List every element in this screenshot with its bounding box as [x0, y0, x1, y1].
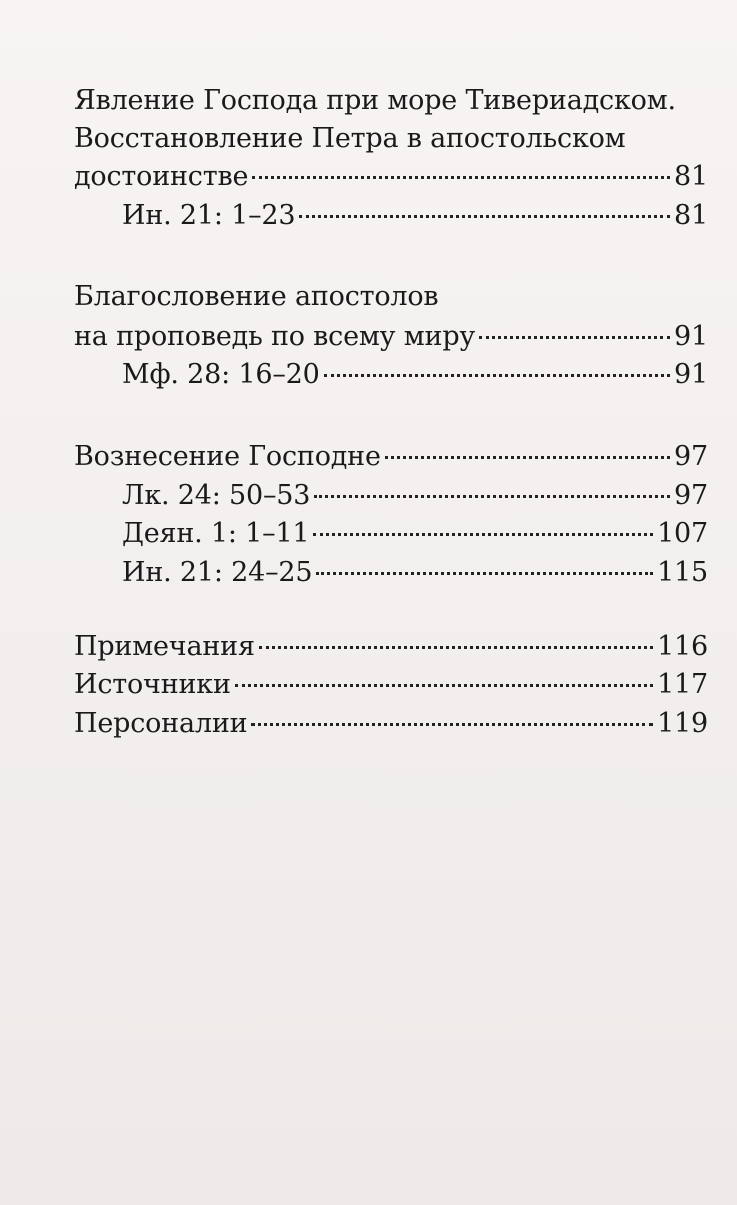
scripture-ref: Лк. 24: 50–53 — [122, 480, 311, 511]
section-1-title-line-3: достоинстве — [74, 161, 249, 192]
page-number: 107 — [657, 518, 708, 549]
page-number: 81 — [674, 161, 708, 192]
section-1-title-line-1: Явление Господа при море Тивериадском. — [74, 85, 676, 116]
leader-dots — [252, 176, 670, 179]
section-3-title: Вознесение Господне — [74, 441, 381, 472]
leader-dots — [385, 456, 670, 459]
toc-subentry-section-1[interactable] — [122, 199, 708, 233]
leader-dots — [479, 336, 670, 339]
page-number: 97 — [674, 441, 708, 472]
leader-dots — [299, 215, 670, 218]
toc-subentry-section-3[interactable] — [122, 556, 708, 590]
scripture-ref: Ин. 21: 24–25 — [122, 557, 313, 588]
toc-subentry-section-3[interactable] — [122, 517, 708, 551]
page-number: 81 — [674, 200, 708, 231]
toc-entry-persons[interactable] — [74, 707, 708, 741]
leader-dots — [314, 495, 670, 498]
leader-dots — [313, 533, 653, 536]
page-number: 91 — [674, 359, 708, 390]
toc-entry-section-1[interactable] — [74, 160, 708, 194]
section-1-title-line-2: Восстановление Петра в апостольском — [74, 123, 626, 154]
section-2-title-line-1: Благословение апостолов — [74, 281, 439, 312]
toc-subentry-section-2[interactable] — [122, 358, 708, 392]
page-number: 97 — [674, 480, 708, 511]
toc-entry-sources[interactable] — [74, 668, 708, 702]
scripture-ref: Деян. 1: 1–11 — [122, 518, 310, 549]
page-number: 117 — [657, 669, 708, 700]
toc-entry-notes[interactable] — [74, 630, 708, 664]
toc-subentry-section-3[interactable] — [122, 479, 708, 513]
leader-dots — [235, 684, 653, 687]
leader-dots — [251, 723, 653, 726]
scripture-ref: Мф. 28: 16–20 — [122, 359, 320, 390]
scripture-ref: Ин. 21: 1–23 — [122, 200, 296, 231]
page-number: 119 — [657, 708, 708, 739]
leader-dots — [324, 374, 670, 377]
leader-dots — [316, 572, 653, 575]
appendix-title: Примечания — [74, 631, 255, 662]
section-2-title-line-2: на проповедь по всему миру — [74, 321, 476, 352]
toc-entry-section-2[interactable] — [74, 320, 708, 354]
page-number: 115 — [657, 557, 708, 588]
page-number: 116 — [657, 631, 708, 662]
toc-entry-section-3[interactable] — [74, 440, 708, 474]
appendix-title: Источники — [74, 669, 231, 700]
page-number: 91 — [674, 321, 708, 352]
leader-dots — [259, 646, 653, 649]
appendix-title: Персоналии — [74, 708, 248, 739]
